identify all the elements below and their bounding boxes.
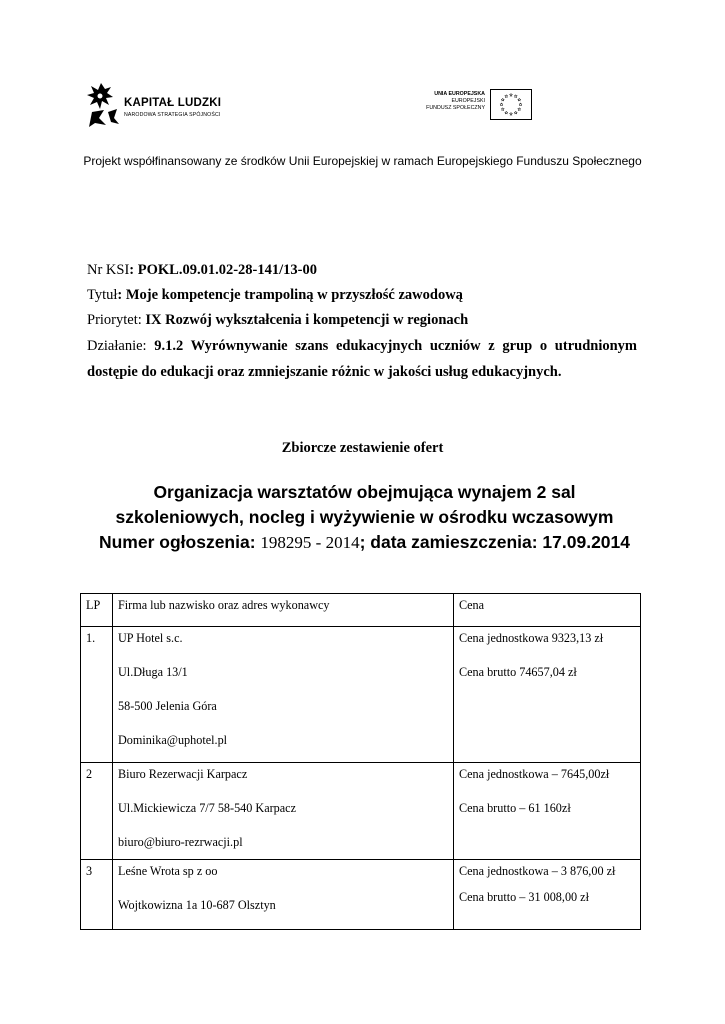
- firm-email: biuro@biuro-rezrwacji.pl: [118, 835, 243, 849]
- action-line-1: [87, 338, 637, 355]
- row-lp: 3: [81, 860, 113, 930]
- unit-price: Cena jednostkowa – 7645,00zł: [459, 767, 610, 781]
- title-line: [87, 287, 637, 304]
- priority-value: IX Rozwój wykształcenia i kompetencji w regionach: [145, 312, 469, 328]
- firm-name: Biuro Rezerwacji Karpacz: [118, 767, 248, 781]
- cofinancing-note: Projekt współfinansowany ze środków Unii Europejskiej w ramach Europejskiego Funduszu Społecznego: [83, 154, 642, 168]
- org-heading: [62, 480, 667, 555]
- header-price: Cena: [454, 594, 641, 627]
- table-row: [81, 627, 641, 763]
- title-label: Tytuł: [87, 287, 118, 303]
- firm-email: Dominika@uphotel.pl: [118, 733, 228, 747]
- org-line-1: Organizacja warsztatów obejmująca wynajem 2 sal: [153, 482, 576, 502]
- ksi-value: : POKL.09.01.02-28-141/13-00: [129, 262, 317, 278]
- row-firm: [113, 627, 454, 763]
- action-value-1: 9.1.2 Wyrównywanie szans edukacyjnych uczniów z grup o utrudnionym: [154, 338, 637, 354]
- kapital-ludzki-emblem-icon: [86, 82, 120, 128]
- eu-logo-text: [426, 91, 485, 112]
- row-lp: 2: [81, 763, 113, 860]
- action-label: Działanie:: [87, 338, 155, 354]
- unit-price: Cena jednostkowa – 3 876,00 zł: [459, 864, 616, 878]
- announcement-number: 198295 - 2014: [260, 533, 360, 552]
- eu-line-2: EUROPEJSKI: [451, 98, 485, 104]
- row-price: [454, 860, 641, 930]
- priority-line: [87, 312, 637, 329]
- org-line-3: [62, 530, 667, 555]
- table-header-row: [81, 594, 641, 627]
- priority-label: Priorytet:: [87, 312, 146, 328]
- eu-line-1: UNIA EUROPEJSKA: [434, 91, 485, 97]
- kapital-ludzki-title: KAPITAŁ LUDZKI: [124, 97, 222, 109]
- firm-address: Ul.Mickiewicza 7/7 58-540 Karpacz: [118, 801, 297, 815]
- org-line-2: szkoleniowych, nocleg i wyżywienie w ośrodku wczasowym: [115, 507, 614, 527]
- row-price: [454, 627, 641, 763]
- offers-table: [80, 593, 641, 930]
- header-firm: Firma lub nazwisko oraz adres wykonawcy: [113, 594, 454, 627]
- row-firm: [113, 763, 454, 860]
- ksi-line: [87, 262, 637, 279]
- action-value-2: dostępie do edukacji oraz zmniejszanie różnic w jakości usług edukacyjnych.: [87, 364, 562, 380]
- gross-price: Cena brutto 74657,04 zł: [459, 665, 577, 679]
- gross-price: Cena brutto – 31 008,00 zł: [459, 890, 589, 904]
- summary-title: Zbiorcze zestawienie ofert: [281, 440, 444, 456]
- kapital-ludzki-logo: [86, 82, 246, 132]
- table-row: [81, 860, 641, 930]
- header-lp: LP: [81, 594, 113, 627]
- kapital-ludzki-subtitle: NARODOWA STRATEGIA SPÓJNOŚCI: [124, 112, 221, 118]
- eu-logo: [418, 89, 533, 122]
- row-price: [454, 763, 641, 860]
- row-lp: 1.: [81, 627, 113, 763]
- firm-name: UP Hotel s.c.: [118, 631, 183, 645]
- announcement-label: Numer ogłoszenia:: [98, 532, 261, 552]
- firm-name: Leśne Wrota sp z oo: [118, 864, 218, 878]
- unit-price: Cena jednostkowa 9323,13 zł: [459, 631, 604, 645]
- gross-price: Cena brutto – 61 160zł: [459, 801, 571, 815]
- firm-address: Wojtkowizna 1a 10-687 Olsztyn: [118, 898, 276, 912]
- action-line-2: [87, 364, 637, 381]
- firm-city: 58-500 Jelenia Góra: [118, 699, 217, 713]
- firm-address: Ul.Długa 13/1: [118, 665, 188, 679]
- row-firm: [113, 860, 454, 930]
- eu-line-3: FUNDUSZ SPOŁECZNY: [426, 105, 485, 111]
- table-row: [81, 763, 641, 860]
- ksi-label: Nr KSI: [87, 262, 130, 278]
- eu-flag-icon: [490, 89, 532, 120]
- announcement-date: ; data zamieszczenia: 17.09.2014: [359, 532, 631, 552]
- title-value: : Moje kompetencje trampoliną w przyszłość zawodową: [117, 287, 463, 303]
